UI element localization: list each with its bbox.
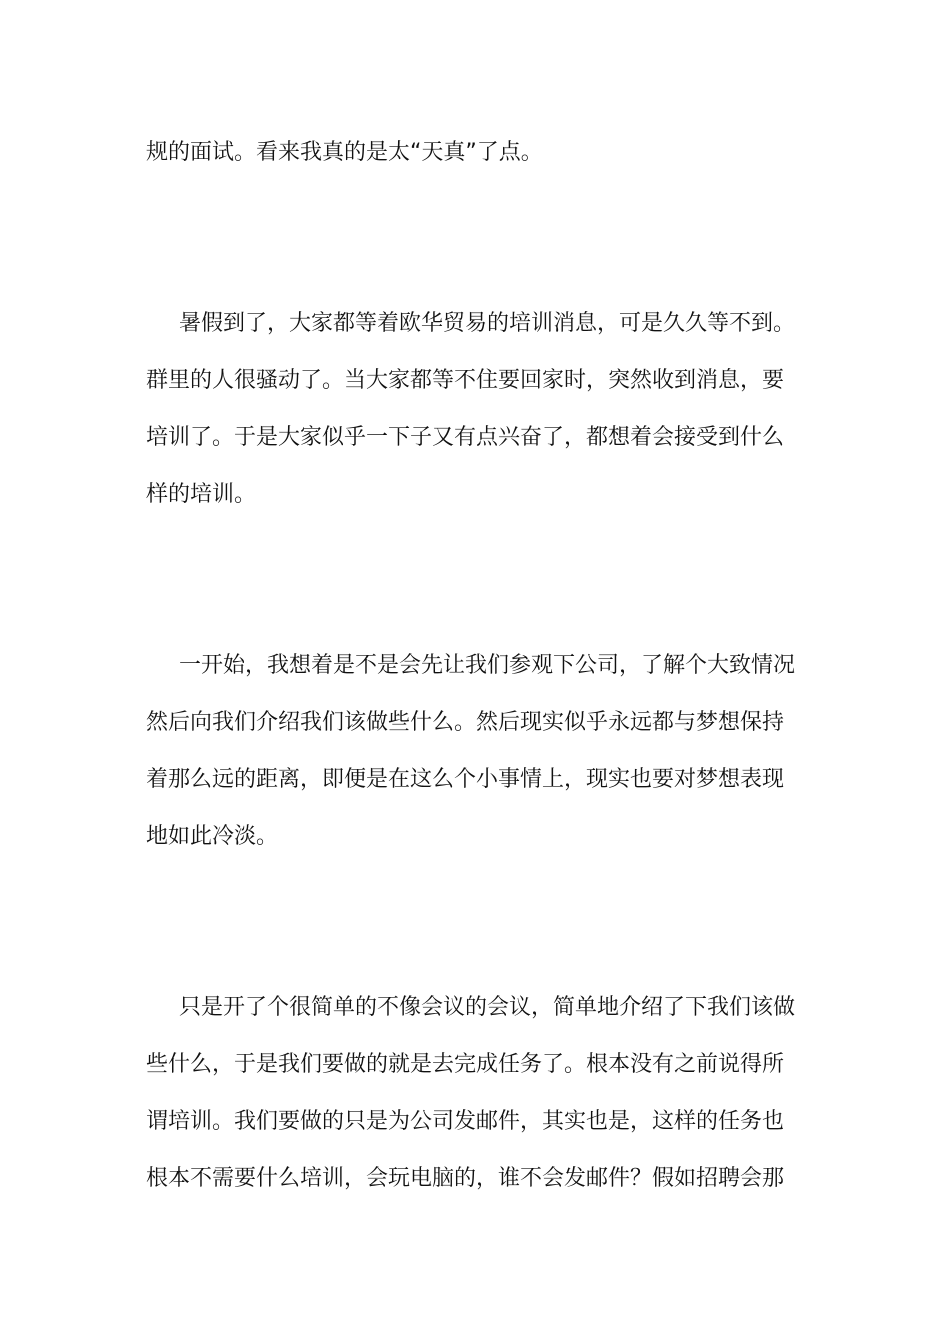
paragraph-line: 暑假到了，大家都等着欧华贸易的培训消息，可是久久等不到。: [179, 311, 796, 336]
paragraph-line: 样的培训。: [146, 482, 257, 507]
paragraph-line: 只是开了个很简单的不像会议的会议，简单地介绍了下我们该做: [179, 995, 796, 1020]
paragraph-line: 一开始，我想着是不是会先让我们参观下公司，了解个大致情况: [179, 653, 796, 678]
paragraph-line: 然后向我们介绍我们该做些什么。然后现实似乎永远都与梦想保持: [146, 710, 785, 735]
paragraph-line: 地如此冷淡。: [146, 824, 279, 849]
paragraph-line: 谓培训。我们要做的只是为公司发邮件，其实也是，这样的任务也: [146, 1109, 785, 1134]
paragraph-line: 些什么，于是我们要做的就是去完成任务了。根本没有之前说得所: [146, 1052, 785, 1077]
paragraph-line: 规的面试。看来我真的是太“天真”了点。: [146, 140, 543, 165]
paragraph-line: 根本不需要什么培训，会玩电脑的，谁不会发邮件？假如招聘会那: [146, 1166, 785, 1191]
paragraph-line: 培训了。于是大家似乎一下子又有点兴奋了，都想着会接受到什么: [146, 425, 785, 450]
paragraph-line: 群里的人很骚动了。当大家都等不住要回家时，突然收到消息，要: [146, 368, 785, 393]
paragraph-line: 着那么远的距离，即便是在这么个小事情上，现实也要对梦想表现: [146, 767, 785, 792]
